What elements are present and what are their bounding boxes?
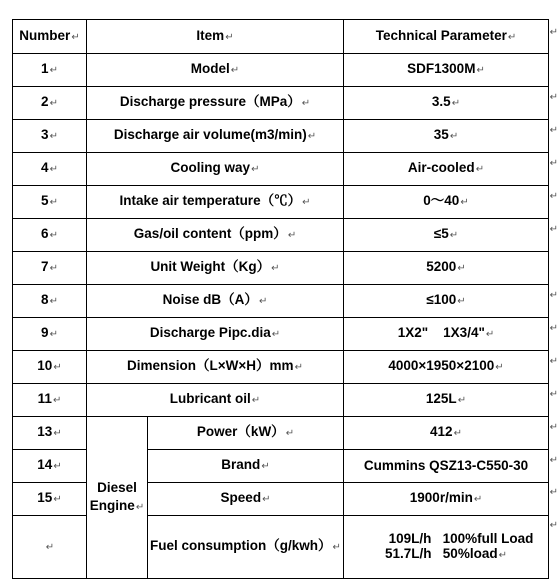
table-row xyxy=(13,120,549,153)
row-value: 5200↵ xyxy=(344,252,549,285)
row-number: 11↵ xyxy=(13,384,87,417)
row-number: 13↵ xyxy=(13,417,87,450)
row-item: Power（kW）↵ xyxy=(148,417,344,450)
row-item: Model↵ xyxy=(87,54,344,87)
row-item: Discharge Pipc.dia↵ xyxy=(87,318,344,351)
row-end-mark: ↵ xyxy=(549,224,558,235)
diesel-engine-group-label: Diesel Engine↵ xyxy=(87,417,148,579)
row-item: Dimension（L×W×H）mm↵ xyxy=(87,351,344,384)
row-end-mark: ↵ xyxy=(549,422,558,433)
row-value: ≤5↵ xyxy=(344,219,549,252)
header-row xyxy=(13,20,549,54)
spec-table xyxy=(12,19,549,579)
row-item: Brand↵ xyxy=(148,450,344,483)
row-end-mark: ↵ xyxy=(549,191,558,202)
row-end-mark: ↵ xyxy=(549,356,558,367)
row-number: 2↵ xyxy=(13,87,87,120)
row-number: 8↵ xyxy=(13,285,87,318)
row-end-mark: ↵ xyxy=(549,487,558,498)
table-row xyxy=(13,54,549,87)
row-number: 1↵ xyxy=(13,54,87,87)
table-row xyxy=(13,87,549,120)
row-item: Unit Weight（Kg）↵ xyxy=(87,252,344,285)
row-item: Intake air temperature（℃）↵ xyxy=(87,186,344,219)
row-value: 4000×1950×2100↵ xyxy=(344,351,549,384)
row-number: 5↵ xyxy=(13,186,87,219)
row-number: 14↵ xyxy=(13,450,87,483)
row-number: 10↵ xyxy=(13,351,87,384)
row-value: ≤100↵ xyxy=(344,285,549,318)
row-end-mark: ↵ xyxy=(549,455,558,466)
table-row xyxy=(13,219,549,252)
row-end-mark: ↵ xyxy=(549,389,558,400)
row-value: 125L↵ xyxy=(344,384,549,417)
row-item: Discharge pressure（MPa）↵ xyxy=(87,87,344,120)
row-value: 3.5↵ xyxy=(344,87,549,120)
row-item: Noise dB（A）↵ xyxy=(87,285,344,318)
row-end-mark: ↵ xyxy=(549,290,558,301)
row-end-mark: ↵ xyxy=(549,125,558,136)
row-number: 6↵ xyxy=(13,219,87,252)
row-item: Lubricant oil↵ xyxy=(87,384,344,417)
table-row xyxy=(13,252,549,285)
table-row xyxy=(13,318,549,351)
row-number: 9↵ xyxy=(13,318,87,351)
row-end-mark: ↵ xyxy=(549,158,558,169)
row-number: 7↵ xyxy=(13,252,87,285)
row-item: Gas/oil content（ppm）↵ xyxy=(87,219,344,252)
table-row xyxy=(13,186,549,219)
row-item: Speed↵ xyxy=(148,483,344,516)
row-value: 412↵ xyxy=(344,417,549,450)
table-row xyxy=(13,351,549,384)
row-value: 35↵ xyxy=(344,120,549,153)
row-value: 109L/h 100%full Load 51.7L/h 50%load↵ xyxy=(344,516,549,579)
header-number: Number↵ xyxy=(13,20,87,54)
row-item: Fuel consumption（g/kwh）↵ xyxy=(148,516,344,579)
row-number: ↵ xyxy=(13,516,87,579)
row-value: SDF1300M↵ xyxy=(344,54,549,87)
row-number: 3↵ xyxy=(13,120,87,153)
table-row xyxy=(13,285,549,318)
table-row xyxy=(13,417,549,450)
header-item: Item↵ xyxy=(87,20,344,54)
row-number: 4↵ xyxy=(13,153,87,186)
row-value: 0～40↵ xyxy=(344,186,549,219)
header-technical-parameter: Technical Parameter↵ xyxy=(344,20,549,54)
row-number: 15↵ xyxy=(13,483,87,516)
row-item: Discharge air volume(m3/min)↵ xyxy=(87,120,344,153)
row-end-mark: ↵ xyxy=(549,92,558,103)
row-value: 1X2" 1X3/4"↵ xyxy=(344,318,549,351)
row-end-mark: ↵ xyxy=(549,27,558,38)
row-end-mark: ↵ xyxy=(549,323,558,334)
row-value: Cummins QSZ13-C550-30 xyxy=(344,450,549,483)
row-value: 1900r/min↵ xyxy=(344,483,549,516)
table-row xyxy=(13,384,549,417)
row-value: Air-cooled↵ xyxy=(344,153,549,186)
table-row xyxy=(13,153,549,186)
row-item: Cooling way↵ xyxy=(87,153,344,186)
row-end-mark: ↵ xyxy=(549,520,558,531)
